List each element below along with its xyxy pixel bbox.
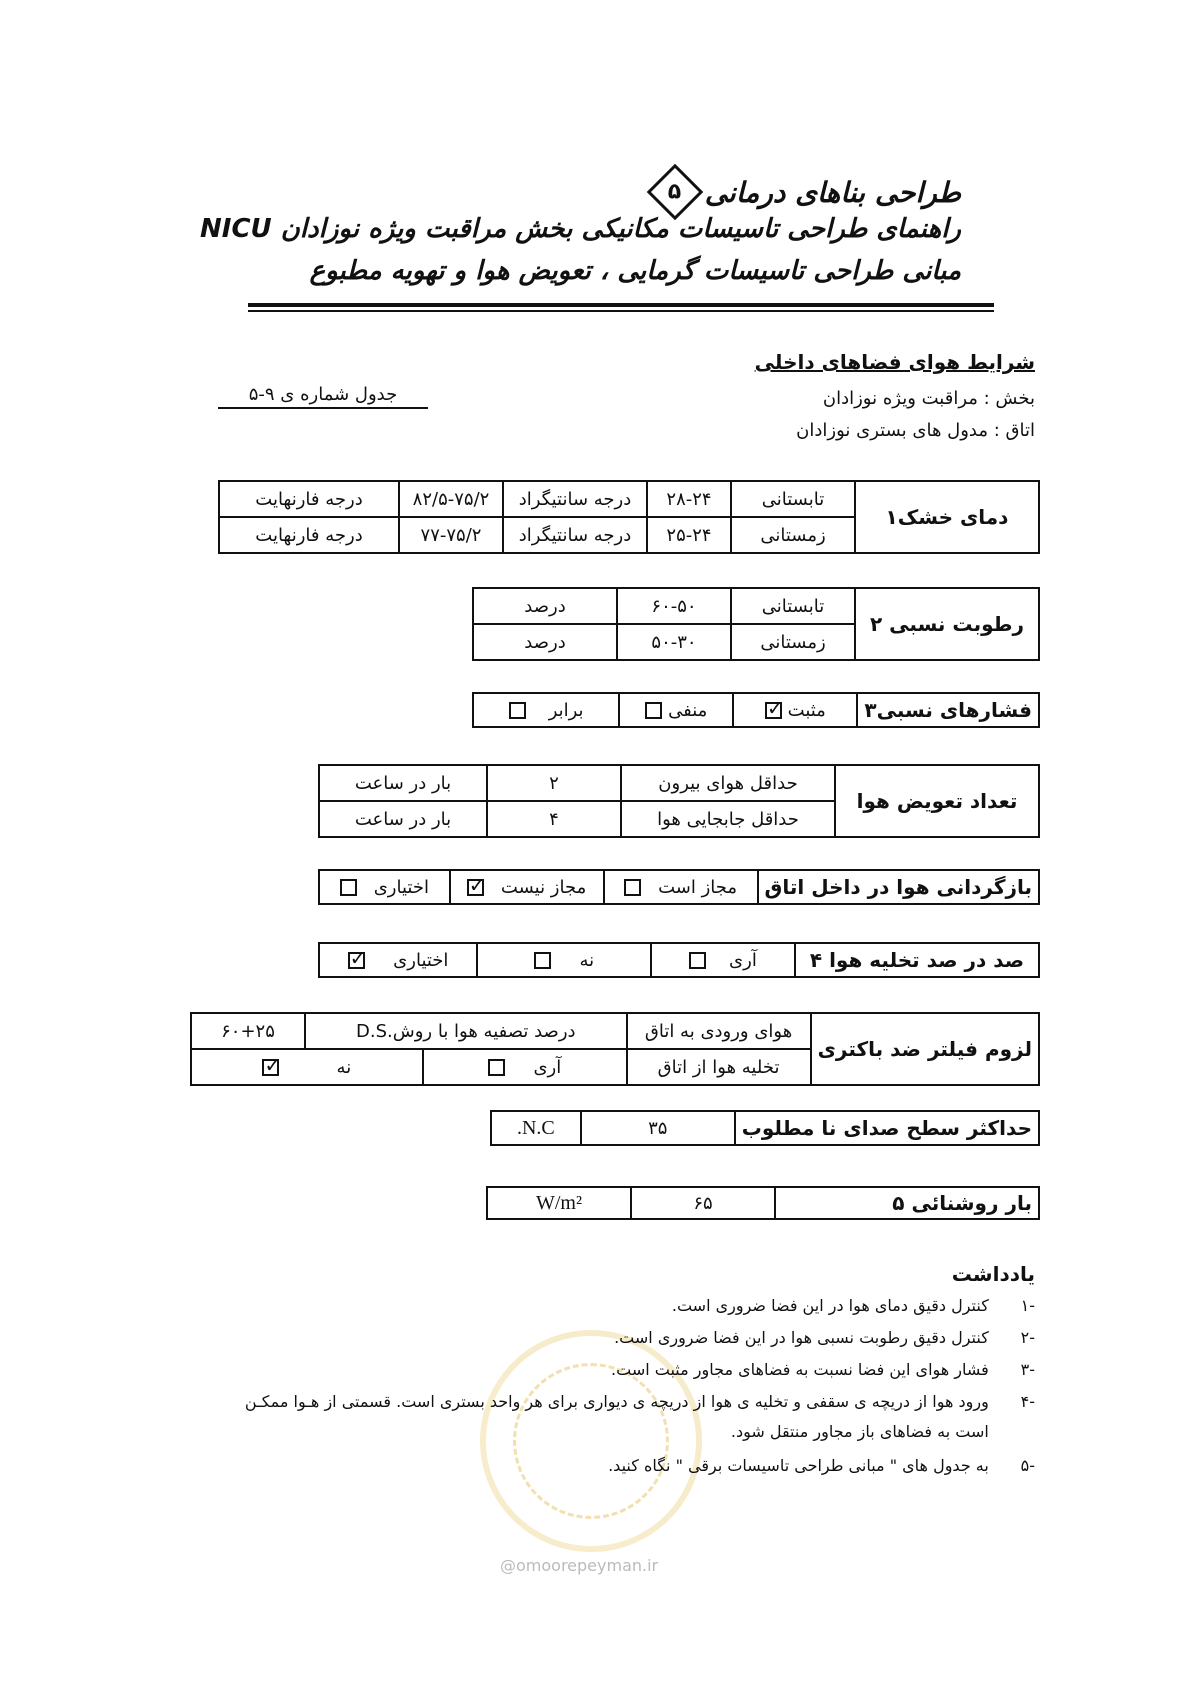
filter-exhaust-yes: آری <box>423 1049 627 1085</box>
air-changes-table <box>318 764 1040 838</box>
checkbox-no <box>534 952 551 969</box>
air-change-value: ۴ <box>487 801 621 837</box>
season-cell: زمستانی <box>731 517 855 553</box>
air-change-value: ۲ <box>487 765 621 801</box>
air-change-unit: بار در ساعت <box>319 801 487 837</box>
header-line-1 <box>649 172 961 212</box>
c-range-cell: ۲۵-۲۴ <box>647 517 731 553</box>
chapter-badge: ۵ <box>646 164 703 221</box>
note-item: -۱ کنترل دقیق دمای هوا در این فضا ضروری است. <box>671 1296 1035 1315</box>
noise-value: ۳۵ <box>581 1111 735 1145</box>
header-rule <box>248 303 994 307</box>
table-number: جدول شماره ی ۹-۵ <box>218 384 428 409</box>
filter-label: لزوم فیلتر ضد باکتری <box>811 1013 1039 1085</box>
checkbox-equal <box>509 702 526 719</box>
header-rule-thin <box>248 310 994 312</box>
checkbox-yes <box>689 952 706 969</box>
f-range-cell: ۸۲/۵-۷۵/۲ <box>399 481 503 517</box>
checkbox-optional-exhaust <box>348 952 365 969</box>
pressure-label: فشارهای نسبی۳ <box>857 693 1039 727</box>
f-unit-cell: درجه فارنهایت <box>219 517 399 553</box>
pressure-option-equal: برابر <box>473 693 619 727</box>
filter-supply-value: ۶۰+۲۵ <box>191 1013 305 1049</box>
header-line-3: مبانی طراحی تاسیسات گرمایی ، تعویض هوا و تهویه مطبوع <box>309 256 961 286</box>
note-item: -۲ کنترل دقیق رطوبت نسبی هوا در این فضا ضروری است. <box>614 1328 1035 1347</box>
recirculation-label: بازگردانی هوا در داخل اتاق <box>758 870 1040 904</box>
lighting-table <box>486 1186 1040 1220</box>
note-item: -۳ فشار هوای این فضا نسبت به فضاهای مجاور مثبت است. <box>611 1360 1035 1379</box>
dry-temp-table <box>218 480 1040 554</box>
section-title: شرایط هوای فضاهای داخلی <box>754 350 1035 374</box>
exhaust-option-yes: آری <box>651 943 795 977</box>
checkbox-filter-no <box>262 1059 279 1076</box>
checkbox-optional <box>340 879 357 896</box>
note-item-continued: است به فضاهای باز مجاور منتقل شود. <box>730 1422 989 1441</box>
noise-unit: N.C. <box>491 1111 581 1145</box>
noise-label: حداکثر سطح صدای نا مطلوب <box>735 1111 1039 1145</box>
air-change-name: حداقل جابجایی هوا <box>621 801 835 837</box>
recirc-option-allowed: مجاز است <box>604 870 758 904</box>
checkbox-positive <box>765 702 782 719</box>
watermark-text: @omoorepeyman.ir <box>500 1556 659 1575</box>
exhaust-option-optional: اختیاری ✓ <box>319 943 477 977</box>
range-cell: ۵۰-۳۰ <box>617 624 731 660</box>
exhaust-option-no: نه <box>477 943 651 977</box>
filter-supply-label: هوای ورودی به اتاق <box>627 1013 811 1049</box>
filter-table <box>190 1012 1040 1086</box>
checkbox-negative <box>645 702 662 719</box>
unit-cell: درصد <box>473 588 617 624</box>
header-line-2: راهنمای طراحی تاسیسات مکانیکی بخش مراقبت ویژه نوزادان NICU <box>200 214 961 244</box>
notes-title: یادداشت <box>951 1262 1035 1286</box>
checkbox-not-allowed <box>467 879 484 896</box>
season-cell: تابستانی <box>731 588 855 624</box>
lighting-unit: W/m² <box>487 1187 631 1219</box>
filter-supply-desc: درصد تصفیه هوا با روش.D.S <box>305 1013 627 1049</box>
dry-temp-label: دمای خشک۱ <box>855 481 1039 553</box>
noise-table <box>490 1110 1040 1146</box>
range-cell: ۶۰-۵۰ <box>617 588 731 624</box>
filter-exhaust-label: تخلیه هوا از اتاق <box>627 1049 811 1085</box>
note-item: -۴ ورود هوا از دریچه ی سقفی و تخلیه ی هوا از دریچه ی دیواری برای هر واحد بستری است. قسمتی از هـوا ممکـن <box>244 1392 1035 1411</box>
recirculation-table <box>318 869 1040 905</box>
season-cell: تابستانی <box>731 481 855 517</box>
lighting-value: ۶۵ <box>631 1187 775 1219</box>
full-exhaust-table <box>318 942 1040 978</box>
checkbox-filter-yes <box>488 1059 505 1076</box>
room-line: اتاق : مدول های بستری نوزادان <box>796 420 1035 441</box>
c-range-cell: ۲۸-۲۴ <box>647 481 731 517</box>
checkbox-allowed <box>624 879 641 896</box>
humidity-table <box>472 587 1040 661</box>
pressure-option-negative: منفی <box>619 693 733 727</box>
recirc-option-optional: اختیاری <box>319 870 450 904</box>
note-item: -۵ به جدول های " مبانی طراحی تاسیسات برقی " نگاه کنید. <box>608 1456 1035 1475</box>
f-unit-cell: درجه فارنهایت <box>219 481 399 517</box>
filter-exhaust-no: نه ✓ <box>191 1049 423 1085</box>
department-line: بخش : مراقبت ویژه نوزادان <box>822 388 1035 409</box>
unit-cell: درصد <box>473 624 617 660</box>
air-change-name: حداقل هوای بیرون <box>621 765 835 801</box>
header-title: طراحی بناهای درمانی <box>704 175 961 209</box>
recirc-option-not-allowed: مجاز نیست ✓ <box>450 870 604 904</box>
pressure-table <box>472 692 1040 728</box>
c-unit-cell: درجه سانتیگراد <box>503 481 647 517</box>
air-changes-label: تعداد تعویض هوا <box>835 765 1039 837</box>
season-cell: زمستانی <box>731 624 855 660</box>
lighting-label: بار روشنائی ۵ <box>775 1187 1039 1219</box>
pressure-option-positive: مثبت ✓ <box>733 693 857 727</box>
c-unit-cell: درجه سانتیگراد <box>503 517 647 553</box>
f-range-cell: ۷۷-۷۵/۲ <box>399 517 503 553</box>
humidity-label: رطوبت نسبی ۲ <box>855 588 1039 660</box>
full-exhaust-label: صد در صد تخلیه هوا ۴ <box>795 943 1039 977</box>
air-change-unit: بار در ساعت <box>319 765 487 801</box>
